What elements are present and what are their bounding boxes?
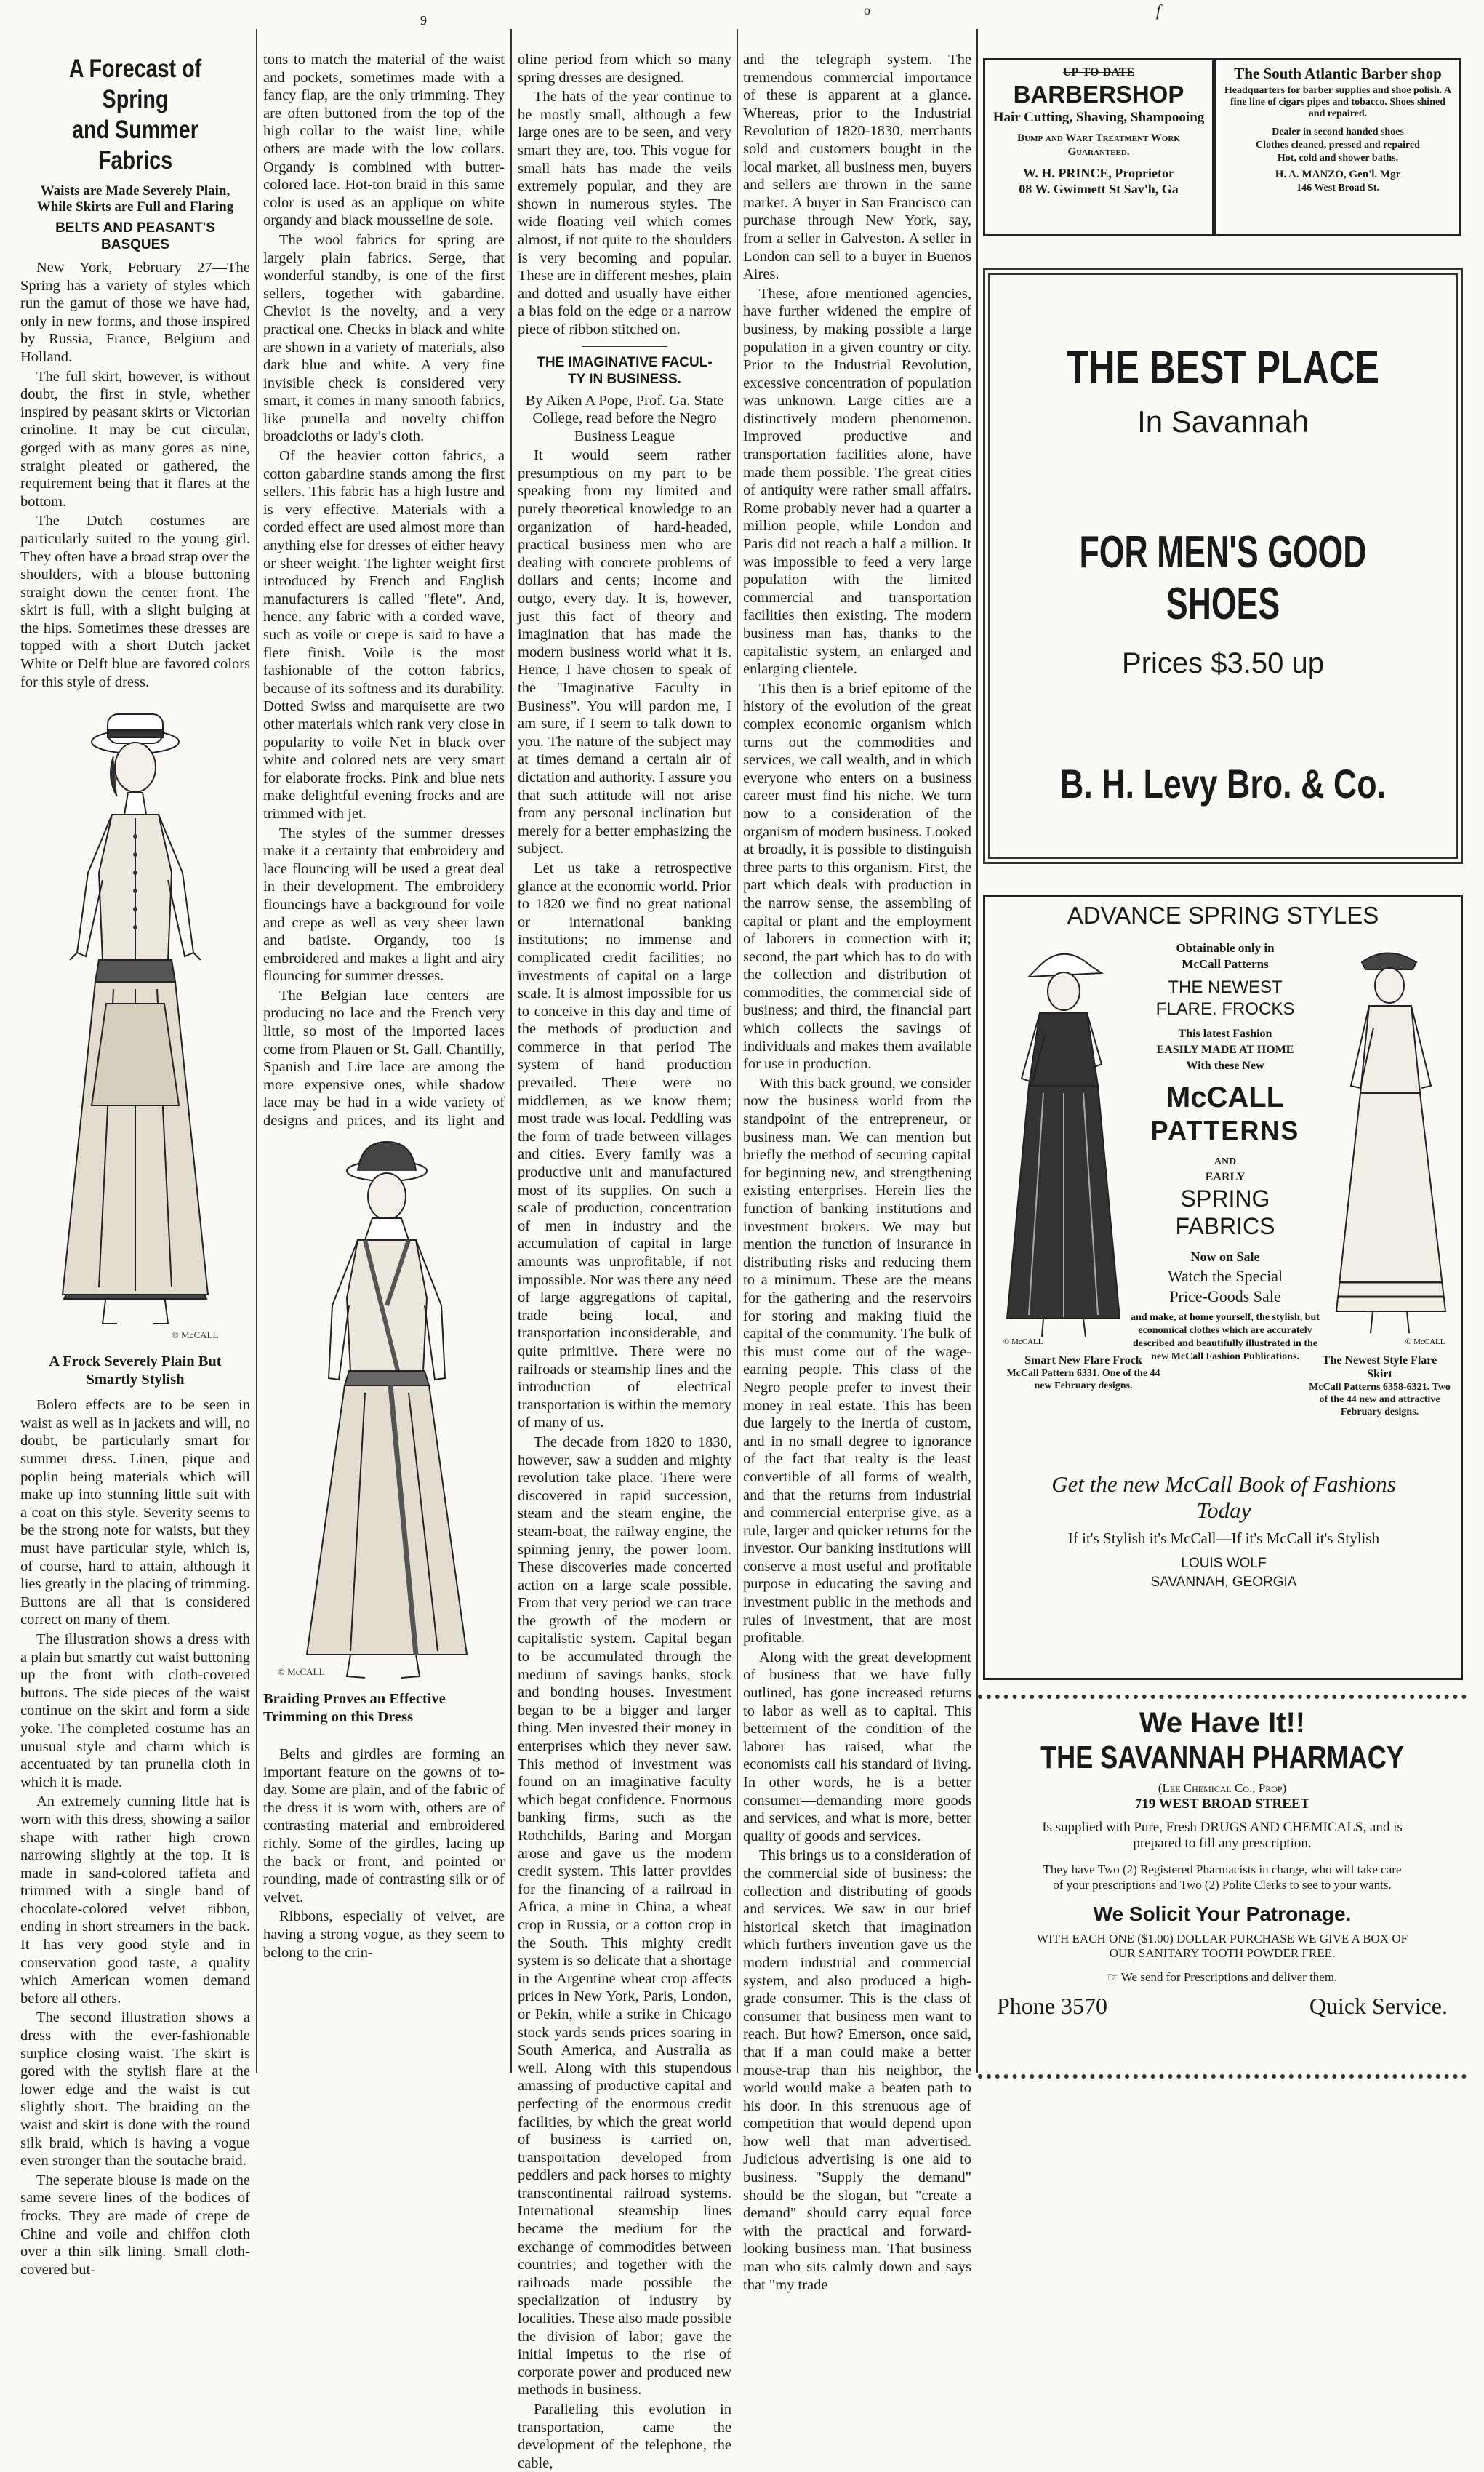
paragraph: This then is a brief epitome of the history of the evolution of the great complex economic organism which turns out the commodities and services, we call wealth, and in which everyone who enters on a business career must find his niche. We turn now to a consideration of the organism of modern business. Looked at broadly, it is possible to distinguish three parts to this organism. First, the part which deals with production in the narrow sense, the assembling of capital or plant and the employment of laborers in connection with it; second, the part which has to do with the collection and distribution of commodities, the commercial side of business; and third, the financial part which collects the savings of individuals and makes them available for use in production. (743, 680, 971, 1073)
pointing-hand-icon: ☞ (1107, 1970, 1118, 1984)
ad-line: Hot, cold and shower baths. (1277, 153, 1399, 164)
article-imaginative-faculty (518, 51, 731, 2471)
ad-street: 719 WEST BROAD STREET (1134, 1796, 1310, 1812)
page-mark: o (864, 3, 870, 17)
figure-credit: © McCALL (278, 1666, 325, 1677)
page-mark: f (1156, 1, 1161, 20)
paragraph: The Dutch costumes are particularly suited to the young girl. They often have a broad strap over the shoulders, with a blouse buttoning straight down the center front. The skirt is full, with a slight bulging at the hips. Sometimes these dresses are topped with a short Dutch jacket White or Delft blue are favored colors for this style of dress. (20, 513, 250, 690)
paragraph: The seperate blouse is made on the same severe lines of the bodices of frocks. They are made of crepe de Chine and voile and chiffon cloth over a thin silk lining. Small cloth-covered but- (20, 2172, 250, 2278)
paragraph: The full skirt, however, is without doubt, the first in style, whether inspired by peasant skirts or Victorian crinoline. It may be cut circular, gorged with as many gores as nine, straight pleated or gathered, the requirement being that it flares at the bottom. (20, 368, 250, 510)
mccall-footer (992, 1471, 1455, 1592)
dress-figure-icon (26, 698, 244, 1345)
figure-credit: © McCALL (172, 1329, 219, 1341)
ad-city: SAVANNAH, GEORGIA (1150, 1575, 1297, 1590)
paragraph: An extremely cunning little hat is worn with this dress, showing a sailor shape with rather high crown narrowing slightly at the top. It is made in sand-colored taffeta and trimmed with a single band of chocolate-colored velvet ribbon, ending in short streamers in the back. It has very good style and in conservation good taste, a quality which American women demand before all others. (20, 1793, 250, 2007)
column-rule (737, 29, 738, 2073)
ad-phone: Phone 3570 (997, 1993, 1107, 2019)
byline: By Aiken A Pope, Prof. Ga. State College, read before the Negro Business League (525, 392, 724, 444)
ad-headline: FOR MEN'S GOOD SHOES (1079, 527, 1367, 629)
paragraph: It would seem rather presumptious on my part to be speaking from my limited and purely theoretical knowledge to an organization of hard-headed, practical business men who are dealing with concrete problems of dollars and cents; income and outgo, every day. It is, however, just this fact of theory and imagination that has made the modern business world what it is. Hence, I have chosen to speak of the "Imaginative Faculty in Business". You will pardon me, I am sure, if I seem to talk down to you. The nature of the subject may at times demand a certain air of dictation and authority. I assure you that such attitude will not arise from any personal inclination but merely for a better emphasizing the subject. (518, 447, 731, 857)
ad-address: 146 West Broad St. (1296, 183, 1379, 193)
ad-title: ADVANCE SPRING STYLES (1067, 902, 1379, 929)
paragraph: The second illustration shows a dress with the ever-fashionable surplice closing waist. The skirt is gored with the stylish flare at the lower edge and the waist is cut slightly short. The braiding on the waist and skirt is done with the round silk braid, which is having a vogue even stronger than the soutache braid. (20, 2009, 250, 2169)
paragraph: The styles of the summer dresses make it a certainty that embroidery and lace flouncing will be used a great deal in their development. The embroidery flouncings have a background for voile and crepe as well as very sheer lawn and batiste. Organdy, too is embroidered and makes a light and airy flouncing for summer dresses. (263, 825, 505, 985)
article-deck: Waists are Made Severely Plain, While Skirts are Full and Flaring (36, 183, 234, 215)
ad-store-name: B. H. Levy Bro. & Co. (1059, 761, 1387, 807)
paragraph: Let us take a retrospective glance at the economic world. Prior to 1820 we find no great national or international banking institutions; no immense and complicated credit facilities; no investments of capital on a large scale. It is almost impossible for us to conceive in this day and time of the methods of production and commerce in that period The system of hand production prevailed. There were no middlemen, as we know them; most trade was local. Peddling was the form of trade between villages and cities. Every family was a productive unit and manufactured most of its supplies. On such a scale of production, concentration of men in industry and the accumulation of capital in large amounts was unprofitable, if not impossible. Nor was there any need of large aggregations of capital, trade being local, and transportation inconsiderable, and quite primitive. There were no railroads or steamship lines and the introduction of electrical transportation is within the memory of many of us. (518, 860, 731, 1431)
ad-mccall-patterns (983, 895, 1463, 1680)
ad-solicit: We Solicit Your Patronage. (1093, 1903, 1352, 1925)
ad-dealer: LOUIS WOLF (1181, 1556, 1267, 1571)
header-strip (0, 0, 1484, 29)
ad-title: The South Atlantic Barber shop (1234, 65, 1442, 82)
paragraph: The illustration shows a dress with a plain but smartly cut waist buttoning up the front with cloth-covered buttons. The side pieces of the waist continue on the skirt and form a side yoke. The completed costume has an unusual style and charm which is accentuated by tan prunella cloth in which it is made. (20, 1631, 250, 1791)
paragraph: This brings us to a consideration of the commercial side of business: the collection and distributing of goods and services. We saw in our brief historical sketch that imagination which furthers invention gave us the modern industrial and commercial system, and also produced a high-grade consumer. This is the class of consumer that business men want to reach. But how? Emerson, once said, that if a man could make a better mouse-trap than his neighbor, the world would make a beaten path to his door. In this strenuous age of competition that would depend upon how well that man advertised. Judicious advertising is one aid to business. "Supply the demand" should be the slogan, but "create a demand" should carry equal force with the practical and forward-looking business man. That business man who sits calmly down and says that "my trade (743, 1847, 971, 2293)
mccall-center-text: Obtainable only in McCall Patterns THE NEWEST FLARE. FROCKS This latest Fashion EASILY MADE AT HOME With these New McCALL PATTERNS AND EARLY SPRING FABRICS Now on Sale Watch the Special Price-Goods Sale and make, at home yourself, the stylish, but economical clothes which are accurately described and beautifully illustrated in the new McCall Fashion Publications. (1131, 941, 1320, 1362)
mccall-right-caption: The Newest Style Flare Skirt McCall Patterns 6358-6321. Two of the 44 new and attractive February designs. (1309, 1354, 1451, 1417)
ad-manager: H. A. MANZO, Gen'l. Mgr (1275, 169, 1401, 180)
article-headline: THE IMAGINATIVE FACUL- TY IN BUSINESS. (537, 354, 713, 387)
article-fabrics-col2-lower (263, 1745, 505, 2080)
ad-headline: We Have It!! (1139, 1707, 1306, 1739)
paragraph: Bolero effects are to be seen in waist as well as in jackets and will, no doubt, be particularly smart for summer dress. Linen, pique and poplin being materials which will make up into stunning little suit with a coat on this style. Severity seems to be the strong note for waists, but they must have particular style, which is, of course, hard to attain, although it lies greatly in the placing of trimming. Buttons are all that is considered correct on many of them. (20, 1397, 250, 1628)
paragraph: Paralleling this evolution in transportation, came the development of the telephone, the cable, (518, 2401, 731, 2471)
ad-line: Clothes cleaned, pressed and repaired (1256, 140, 1420, 151)
mccall-skirt-figure-icon (1325, 940, 1449, 1348)
article-title: A Forecast of Spring and Summer Fabrics (68, 55, 202, 175)
figure-credit: © McCALL (1405, 1337, 1445, 1346)
fashion-illustration-plain-frock (26, 698, 244, 1345)
ad-company: (Lee Chemical Co., Prop) (1158, 1781, 1287, 1795)
ad-savannah-pharmacy (978, 1695, 1467, 2079)
article-subhead: BELTS AND PEASANT'S BASQUES (55, 220, 215, 252)
ad-headline: THE BEST PLACE (1067, 341, 1379, 393)
ad-title: BARBERSHOP (1013, 81, 1184, 108)
paragraph: tons to match the material of the waist and pockets, sometimes made with a fancy flap, are the only trimming. They are often buttoned from the top of the high collar to the waist line, while others are made with the low collars. Organdy is combined with butter-colored lace. Hot-ton braid in this same color is used as an applique on white organdy and black mousseline de soie. (263, 52, 505, 229)
mccall-left-caption: Smart New Flare Frock McCall Pattern 6331. One of the 44 new February designs. (1006, 1354, 1160, 1391)
paragraph: New York, February 27—The Spring has a variety of styles which run the gamut of those we have had, only in new forms, and those inspired by Russia, France, Belgium and Holland. (20, 260, 250, 365)
page-mark: 9 (420, 13, 427, 28)
ad-book-line: Get the new McCall Book of Fashions Today (1051, 1471, 1396, 1523)
ad-phone-row (982, 1993, 1462, 2025)
paragraph: Belts and girdles are forming an important feature on the gowns of to-day. Some are plain, and of the fabric of the dress it is worn with, others are of contrasting material and embroidered richly. Some of the girdles, lacing up the back or front, and pointed or rounding, made of contrasting silk or of velvet. (263, 1746, 505, 1905)
figure-caption: Braiding Proves an Effective Trimming on this Dress (263, 1691, 446, 1725)
ad-slogan: If it's Stylish it's McCall—If it's McCall it's Stylish (1067, 1529, 1380, 1547)
column-rule (510, 29, 512, 2073)
ad-quick-service: Quick Service. (1309, 1993, 1448, 2019)
paragraph: Of the heavier cotton fabrics, a cotton gabardine stands among the first sellers. This fabric has a high lustre and is very effective. Materials with a corded effect are used almost more than anything else for dresses of either heavy or sheer weight. The lighter weight first introduced by French and English manufacturers is called "flete". And, hence, any fabric with a corded wave, such as voile or crepe is said to have a flete finish. Voile is the most fashionable of the cotton fabrics, because of its softness and its durability. Dotted Swiss and marquisette are two other materials which rank very close in popularity to voile Net in black over white and colored nets are very smart for elaborate frocks. Pink and blue nets make delightful evening frocks and are trimmed with jet. (263, 448, 505, 822)
figure-caption: A Frock Severely Plain But Smartly Stylish (49, 1353, 222, 1388)
paragraph: With this back ground, we consider now the business world from the standpoint of the entrepreneur, or business man. We can mention but briefly the method of securing capital for beginning new, and strengthening existing enterprises. Herein lies the function of banking institutions and investment brokers. We may but mention the function of insurance in distributing risks and reducing them to a minimum. These are the means for the gathering and the reservoirs for storing and making fluid the capital of the community. The bulk of this must come out of the wage-earning people. This class of the Negro people prefer to invest their money in real estate. This has been due largely to the inertia of custom, and in no small degree to ignorance of the fact that realty is the least convertible of all forms of wealth, and that the returns from industrial and commercial enterprise give, as a rule, larger and quicker returns for the investor. Our banking institutions will conserve a most useful and profitable purpose in educating the saving and investment public in the methods and rules of investment, that are most profitable. (743, 1075, 971, 1647)
ad-address: 08 W. Gwinnett St Sav'h, Ga (1019, 182, 1179, 196)
ad-staff: They have Two (2) Registered Pharmacists in charge, who will take care of your prescriptions and Two (2) Polite Clerks to see to your wants. (1043, 1863, 1402, 1892)
paragraph: Along with the great development of business that we have fully outlined, has gone increased returns to labor as well as to capital. This betterment of the condition of the laborer has raised, what the economists call his standard of living. In other words, he is a better consumer—demanding more goods and services, and what is more, better quality of goods and services. (743, 1649, 971, 1844)
ad-levy-shoes (983, 268, 1463, 864)
article-imaginative-faculty-cont (743, 51, 971, 2293)
paragraph: oline period from which so many spring dresses are designed. (518, 52, 731, 86)
paragraph: These, afore mentioned agencies, have further widened the empire of business, by making possible a large population in a given country or city. Prior to the Industrial Revolution, excessive concentration of population was unknown. Large cities are a distinctively modern phenomenon. Improved productive and transportation facilities alone, have made them possible. The great cities of antiquity were rather small affairs. Rome probably never had a quarter a million people, while London and Paris did not reach a half a million. It was impossible to feed a very large population with the limited commercial and transportation facilities then existing. The modern business man has, thanks to the capitalistic system, an enlarged and enlarging clientele. (743, 285, 971, 678)
paragraph: and the telegraph system. The tremendous commercial importance of these is apparent at a glance. Whereas, prior to the Industrial Revolution of 1820-1830, merchants sold and customers bought in the local market, all business men, buyers and sellers are thrown in the same market. A buyer in San Francisco can purchase through New York, say, from a seller in Galveston. A seller in London can sell to a buyer in Buenos Aires. (743, 52, 971, 283)
ad-top-line: UP-TO-DATE (1062, 66, 1135, 79)
ad-barbershop (983, 58, 1214, 236)
fashion-illustration-braided-dress (263, 1131, 510, 1742)
ad-south-atlantic (1214, 58, 1461, 236)
paragraph: Ribbons, especially of velvet, are having a strong vogue, as they seem to belong to the crin- (263, 1908, 505, 1961)
ad-supply: Is supplied with Pure, Fresh DRUGS AND CHEMICALS, and is prepared to fill any prescription. (1042, 1820, 1403, 1851)
ad-subline: In Savannah (1137, 404, 1309, 439)
ad-services: Hair Cutting, Shaving, Shampooing (992, 110, 1205, 125)
paragraph: The wool fabrics for spring are largely plain fabrics. Serge, that wonderful standby, is one of the first sellers, together with gabardine. Cheviot is the novelty, and a very practical one. Checks in black and white are shown in a variety of materials, also dark blue and white. A very fine invisible check is considered very smart, it comes in many smooth fabrics, like prunella and novelty chiffon broadcloths or lady's cloth. (263, 231, 505, 445)
paragraph: The decade from 1820 to 1830, however, saw a sudden and mighty revolution take place. There were discovered in rapid succession, steam and the steam engine, the steam-boat, the railway engine, the spinning jenny, the power loom. These discoveries made concerted action on a large scale possible. From that very period we can trace the growth of the modern or capitalistic system. Capital began to be accumulated through the medium of savings banks, stock and bonding houses. Investment began to be a bigger and larger thing. Men invested their money in enterprises which they never saw. This method of investment was found on an imaginative faculty which begat confidence. Enormous banking firms, such as the Rothchilds, Baring and Morgan arose and gave us the modern credit system. This latter provides for the financing of a railroad in Africa, a mine in China, a wheat crop in Russia, or a cotton crop in the South. This mighty credit system is so delicate that a shortage in the Argentine wheat crop affects prices in New York, Paris, London, or Pekin, while a strike in Chicago stock yards sends prices soaring in South America, and Australia as well. Along with this stupendous amassing of productive capital and perfecting of the enormous credit facilities, by which the great world of business is carried on, transportation developed from peddlers and pack horses to mighty transcontinental railroad systems. International steamship lines became the medium for the exchange of commodities between countries; and together with the railroads made possible the specialization of industry by localities. These also made possible the division of labor; gave the initial impetus to the rise of corporate power and produced new methods in business. (518, 1433, 731, 2399)
ad-treatment: Bump and Wart Treatment Work Guaranteed. (1017, 132, 1180, 158)
ad-send: ☞ We send for Prescriptions and deliver them. (1107, 1970, 1338, 1984)
paragraph: The Belgian lace centers are producing no lace and the French very little, so most of the imported laces come from Plauen or St. Gall. Chantilly, Spanish and Lire lace are among the more expensive ones, while shadow lace may be had in a wide variety of designs and prices, and its light and (263, 987, 505, 1129)
column-rule (256, 29, 257, 2073)
article-fabrics-col1 (20, 44, 250, 2278)
paragraph: The hats of the year continue to be mostly small, although a few large ones are to be seen, and very smart they are, too. This vogue for small hats has made the veils extremely popular, and they are shown in numerous styles. The wide floating veil which comes almost, if not quite to the shoulders is very becoming and popular. These are in different meshes, plain and dotted and usually have either a bias fold on the edge or a narrow piece of ribbon stitched on. (518, 89, 731, 337)
ad-line: Headquarters for barber supplies and shoe polish. A fine line of cigars pipes and tobacco. Shoes shined and repaired. (1224, 85, 1452, 119)
ad-title: THE SAVANNAH PHARMACY (1040, 1740, 1404, 1775)
ad-price: Prices $3.50 up (1122, 647, 1324, 679)
ad-offer: WITH EACH ONE ($1.00) DOLLAR PURCHASE WE GIVE A BOX OF OUR SANITARY TOOTH POWDER FREE. (1036, 1932, 1408, 1960)
figure-credit: © McCALL (1003, 1337, 1043, 1346)
ad-line: Dealer in second handed shoes (1272, 127, 1404, 137)
dress-figure-icon (263, 1131, 510, 1684)
mccall-frock-figure-icon (1000, 940, 1123, 1348)
ad-proprietor: W. H. PRINCE, Proprietor (1023, 166, 1174, 180)
